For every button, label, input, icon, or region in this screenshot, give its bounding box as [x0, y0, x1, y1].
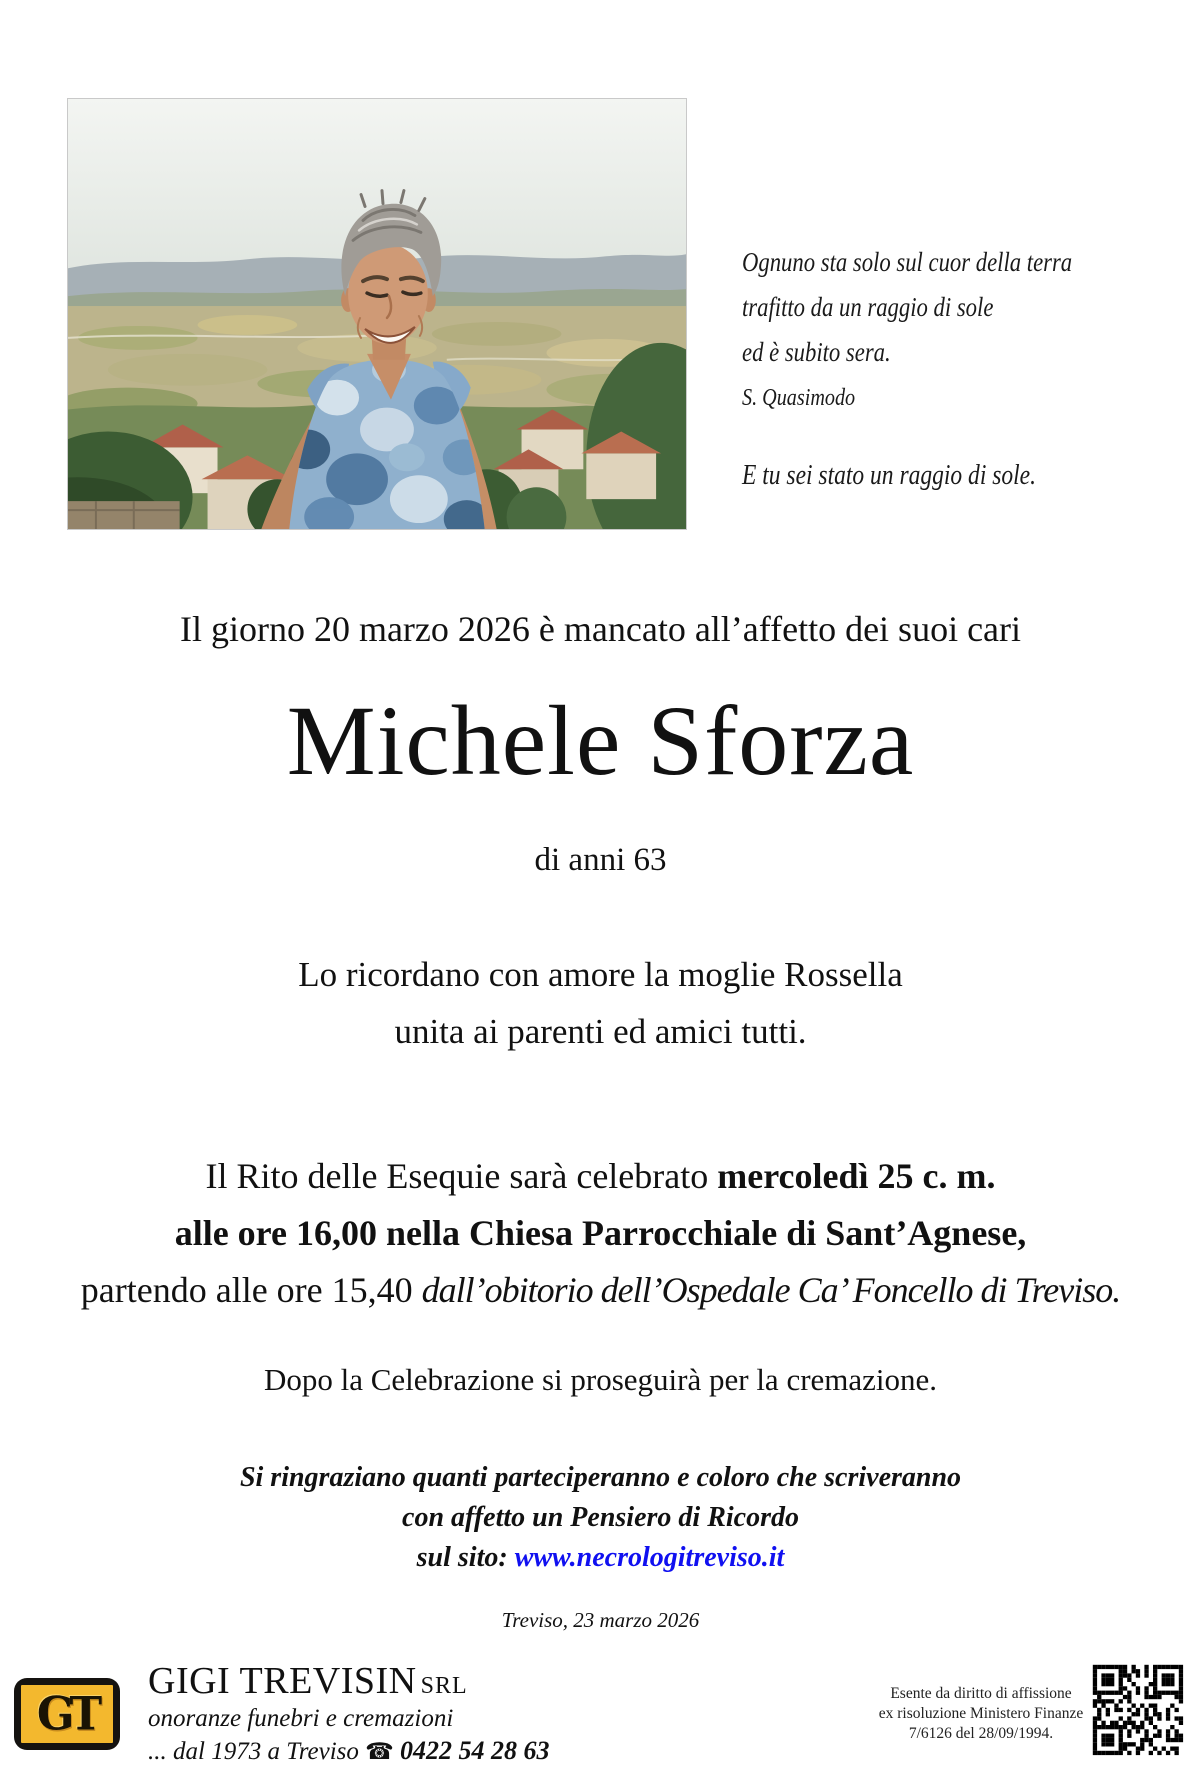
- deceased-age: di anni 63: [534, 842, 667, 878]
- ceremony-block: [0, 1148, 1201, 1319]
- cremation-line: Dopo la Celebrazione si proseguirà per la cremazione.: [263, 1362, 938, 1397]
- company-name: GIGI TREVISIN: [148, 1660, 417, 1702]
- exemption-line: 7/6126 del 28/09/1994.: [908, 1725, 1054, 1742]
- ceremony-date: mercoledì 25 c. m.: [717, 1156, 996, 1196]
- dedication-line: E tu sei stato un raggio di sole.: [742, 460, 1036, 491]
- funeral-home-info: [148, 1662, 550, 1764]
- family-block: [0, 946, 1201, 1060]
- portrait-photo: [67, 98, 687, 530]
- company-since-line: [148, 1738, 550, 1764]
- poem-line: Ognuno sta solo sul cuor della terra: [742, 247, 1073, 277]
- ceremony-line: [0, 1262, 1201, 1319]
- company-name-line: [148, 1662, 550, 1700]
- company-since: ... dal 1973 a Treviso: [148, 1738, 359, 1765]
- poem-line: ed è subito sera.: [742, 337, 891, 367]
- company-tagline: onoranze funebri e cremazioni: [148, 1705, 454, 1732]
- ceremony-morgue: dall’obitorio dell’Ospedale Ca’ Foncello di Treviso.: [421, 1270, 1121, 1310]
- exemption-line: Esente da diritto di affissione: [890, 1685, 1072, 1702]
- family-line: unita ai parenti ed amici tutti.: [394, 1012, 807, 1051]
- thanks-block: [0, 1458, 1201, 1578]
- deceased-name: Michele Sforza: [286, 685, 915, 796]
- tax-exemption-note: [856, 1684, 1106, 1744]
- company-suffix: SRL: [420, 1673, 468, 1699]
- poem-block: [742, 240, 1137, 498]
- thanks-line: con affetto un Pensiero di Ricordo: [402, 1502, 799, 1533]
- website-link[interactable]: www.necrologitreviso.it: [514, 1542, 785, 1573]
- announcement-line: Il giorno 20 marzo 2026 è mancato all’affetto dei suoi cari: [179, 609, 1022, 649]
- poem-line: trafitto da un raggio di sole: [742, 292, 994, 322]
- company-phone: 0422 54 28 63: [400, 1736, 550, 1765]
- portrait-photo-art: [68, 99, 686, 529]
- ceremony-line: [0, 1205, 1201, 1262]
- poem-attribution: S. Quasimodo: [742, 385, 856, 411]
- ceremony-time-place: alle ore 16,00 nella Chiesa Parrocchiale di Sant’Agnese,: [174, 1213, 1027, 1253]
- ceremony-text: Il Rito delle Esequie sarà celebrato: [205, 1156, 718, 1196]
- qr-code: [1090, 1662, 1186, 1758]
- website-line: [0, 1538, 1201, 1578]
- thanks-line: Si ringraziano quanti parteciperanno e coloro che scriveranno: [239, 1462, 962, 1493]
- family-line: Lo ricordano con amore la moglie Rossella: [298, 955, 903, 994]
- ceremony-line: [0, 1148, 1201, 1205]
- exemption-line: ex risoluzione Ministero Finanze: [878, 1705, 1084, 1722]
- gt-monogram: GT: [36, 1687, 98, 1741]
- funeral-home-logo: [14, 1678, 120, 1750]
- dateline: Treviso, 23 marzo 2026: [501, 1608, 700, 1632]
- ceremony-text: partendo alle ore 15,40: [80, 1270, 422, 1310]
- phone-icon: ☎: [365, 1739, 394, 1765]
- funeral-home-logo-frame: [19, 1683, 115, 1745]
- website-label: sul sito:: [416, 1542, 515, 1573]
